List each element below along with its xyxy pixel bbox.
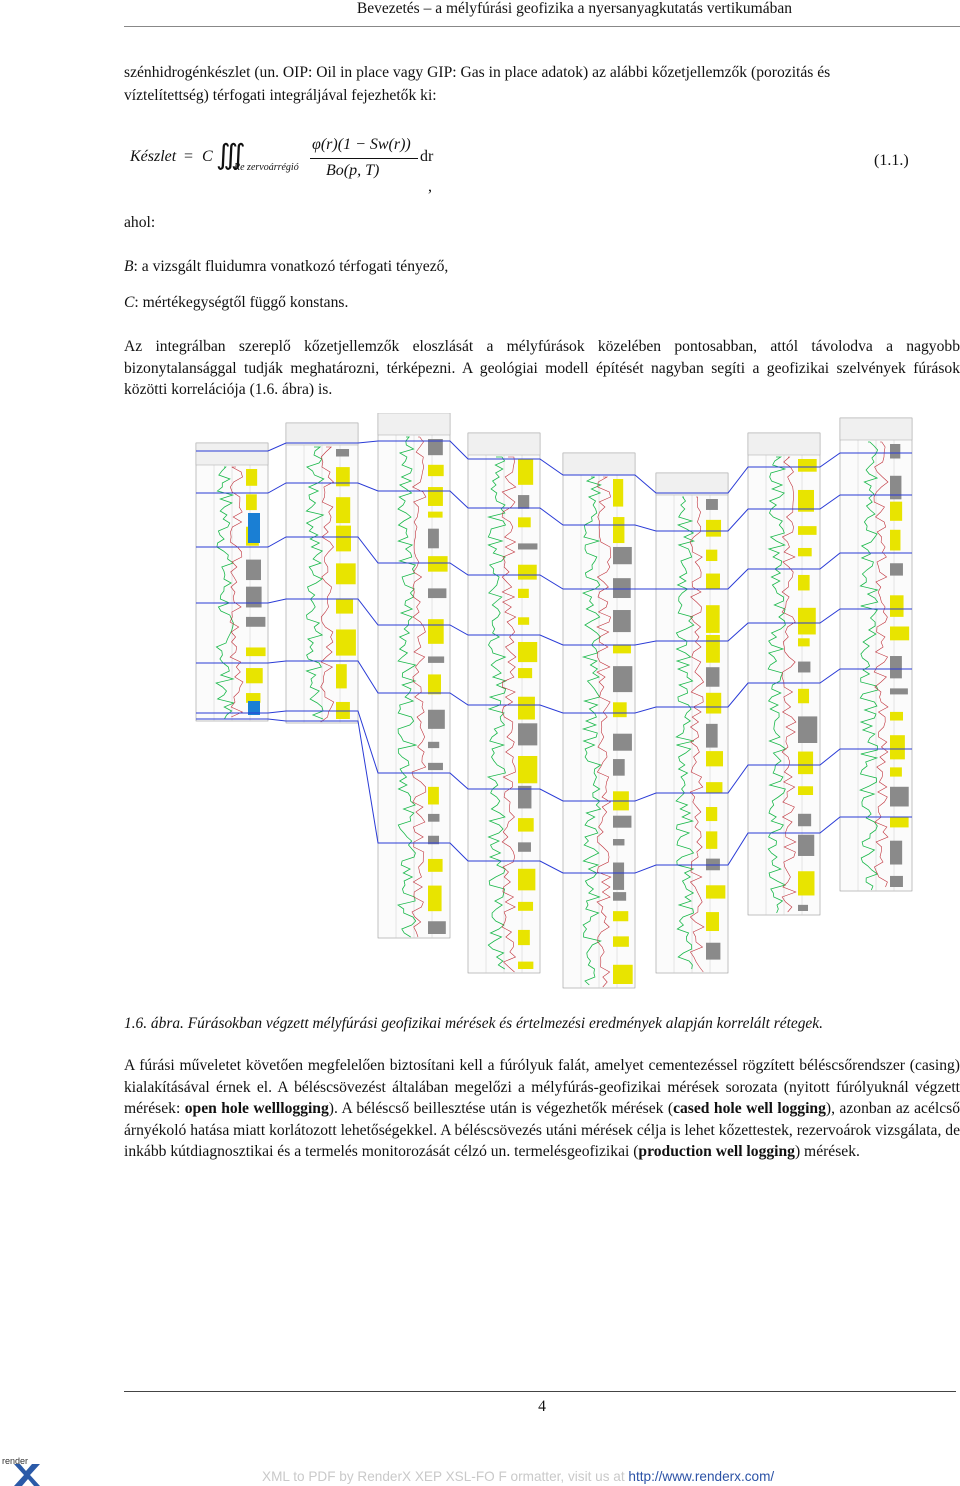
formula-domain: Re zervoárrégió xyxy=(234,162,299,173)
def-c-text: : mértékegységtől függő konstans. xyxy=(134,294,349,311)
formula-differential: dr xyxy=(420,148,434,165)
well-correlation-figure xyxy=(168,413,916,995)
page-number: 4 xyxy=(538,1398,546,1415)
well-log-column xyxy=(656,473,728,973)
well-log-column xyxy=(563,453,635,988)
running-header: Bevezetés – a mélyfúrási geofizika a nyersanyagkutatás vertikumában xyxy=(356,0,792,17)
renderx-logo-text: render xyxy=(2,1456,29,1466)
renderx-x-icon xyxy=(12,1464,40,1486)
intro-line-1: szénhidrogénkészlet (un. OIP: Oil in place vagy GIP: Gas in place adatok) az alábbi kőzetjellemzők (porozitás és xyxy=(124,64,831,81)
formula-comma: , xyxy=(428,178,432,195)
fraction-bar xyxy=(310,158,418,159)
well-log-column xyxy=(840,418,912,891)
generator-footer xyxy=(262,1469,774,1484)
para2-text-3: ), azonban az acélcső árnyékoló hatása miatt korlátozott lehetőségekkel. A béléscsövezés utáni mérések célja is lehet kőzettestek, rezervoárok vizsgálata, de inkább kútdiagnosztikai és a termelés monitorozását célzó un. termelésgeofizikai ( xyxy=(124,1100,960,1161)
term-cased-hole: cased hole well logging xyxy=(673,1100,826,1118)
definition-c xyxy=(124,294,348,312)
def-b-text: : a vizsgált fluidumra vonatkozó térfogati tényező, xyxy=(133,258,449,275)
para2-text-4: ) mérések. xyxy=(794,1143,860,1161)
formula-eq: = xyxy=(184,148,194,165)
formula-denominator: Bo(p, T) xyxy=(326,162,380,179)
formula-integral: ∭ xyxy=(216,140,246,171)
def-c-symbol: C xyxy=(124,294,135,311)
footer-rule xyxy=(124,1391,956,1392)
term-production: production well logging xyxy=(638,1143,795,1161)
para2-text-2: ). A béléscső beillesztése után is végezhetők mérések ( xyxy=(328,1100,674,1118)
paragraph-correlation: Az integrálban szereplő kőzetjellemzők eloszlását a mélyfúrások közelében pontosabban, attól távolodva a nagyobb bizonytalansággal tudják meghatározni, térképezni. A geológiai modell építését nagyban segíti a geofizikai szelvények fúrások közötti korrelációja (1.6. ábra) is. xyxy=(124,338,960,399)
well-log-column xyxy=(286,423,358,723)
formula-const: C xyxy=(202,148,213,165)
generator-text: XML to PDF by RenderX XEP XSL-FO F ormatter, visit us at xyxy=(262,1469,629,1484)
well-log-column xyxy=(748,433,820,915)
reserve-formula xyxy=(130,134,960,204)
definition-b xyxy=(124,258,448,276)
def-b-symbol: B xyxy=(124,258,134,275)
equation-number: (1.1.) xyxy=(874,152,909,169)
renderx-link[interactable]: http://www.renderx.com/ xyxy=(628,1469,775,1484)
ahol-label: ahol: xyxy=(124,214,156,231)
paragraph-logging xyxy=(124,1055,960,1163)
formula-numerator: φ(r)(1 − Sw(r)) xyxy=(312,136,411,153)
intro-line-2: víztelítettség) térfogati integráljával fejezhetők ki: xyxy=(124,87,437,104)
formula-lhs: Készlet xyxy=(130,148,177,165)
figure-caption: 1.6. ábra. Fúrásokban végzett mélyfúrási geofizikai mérések és értelmezési eredmények alapján korrelált rétegek. xyxy=(124,1015,823,1032)
well-log-column xyxy=(196,443,268,721)
well-log-column xyxy=(468,433,540,973)
header-rule xyxy=(124,26,960,27)
para2-text-1: A fúrási műveletet követően megfelelően biztosítani kell a fúrólyuk falát, amelyet cementezéssel rögzített béléscsőrendszer (casing) kialakításával érnek el. A béléscsövezést általában megelőzi a mélyfúrás-geofizikai mérések sorozata (nyitott fúrólyuknál végzett mérések: xyxy=(124,1057,960,1118)
term-open-hole: open hole welllogging xyxy=(184,1100,329,1118)
well-log-column xyxy=(378,413,450,938)
renderx-logo xyxy=(0,1456,44,1486)
